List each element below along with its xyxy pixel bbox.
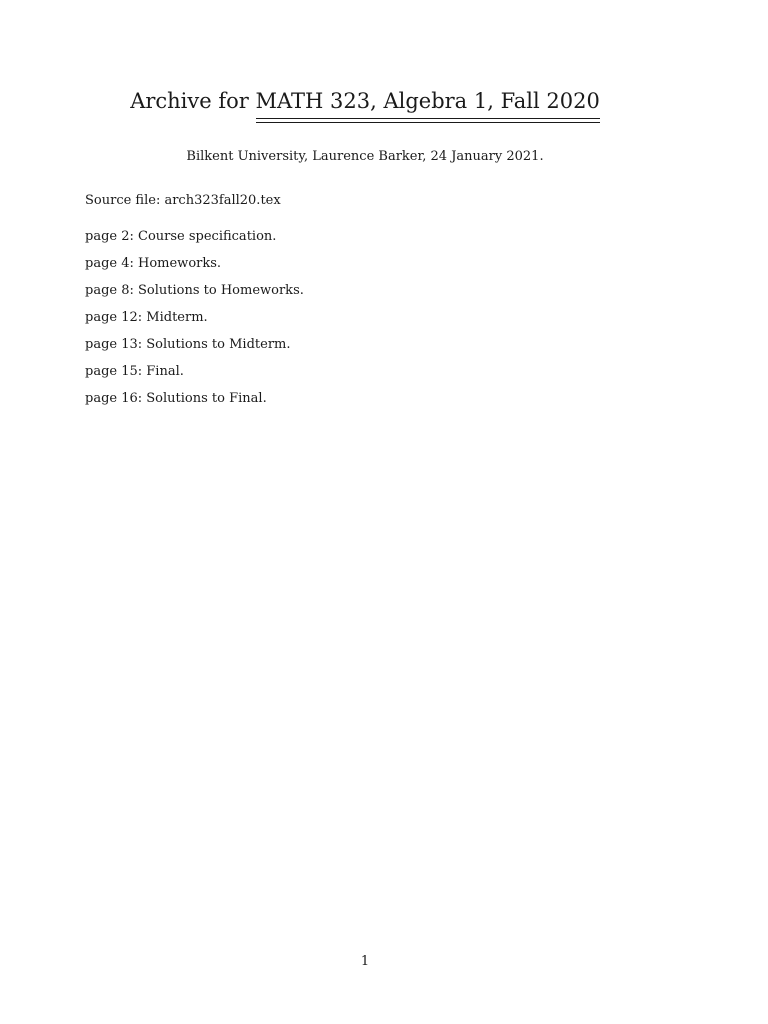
- title-course-link[interactable]: MATH 323, Algebra 1, Fall 2020: [256, 86, 600, 119]
- author-date-line: Bilkent University, Laurence Barker, 24 January 2021.: [186, 149, 544, 164]
- source-file-line: Source file: arch323fall20.tex: [85, 193, 281, 208]
- page-number: 1: [360, 954, 370, 969]
- contents-item: page 13: Solutions to Midterm.: [85, 337, 291, 352]
- contents-item: page 12: Midterm.: [85, 310, 208, 325]
- contents-item: page 8: Solutions to Homeworks.: [85, 283, 304, 298]
- page-title: [0, 86, 730, 119]
- contents-list: [85, 228, 304, 417]
- contents-item: page 2: Course specification.: [85, 229, 277, 244]
- contents-item: page 4: Homeworks.: [85, 256, 222, 271]
- title-prefix: Archive for: [130, 89, 256, 113]
- contents-item: page 16: Solutions to Final.: [85, 391, 267, 406]
- contents-item: page 15: Final.: [85, 364, 184, 379]
